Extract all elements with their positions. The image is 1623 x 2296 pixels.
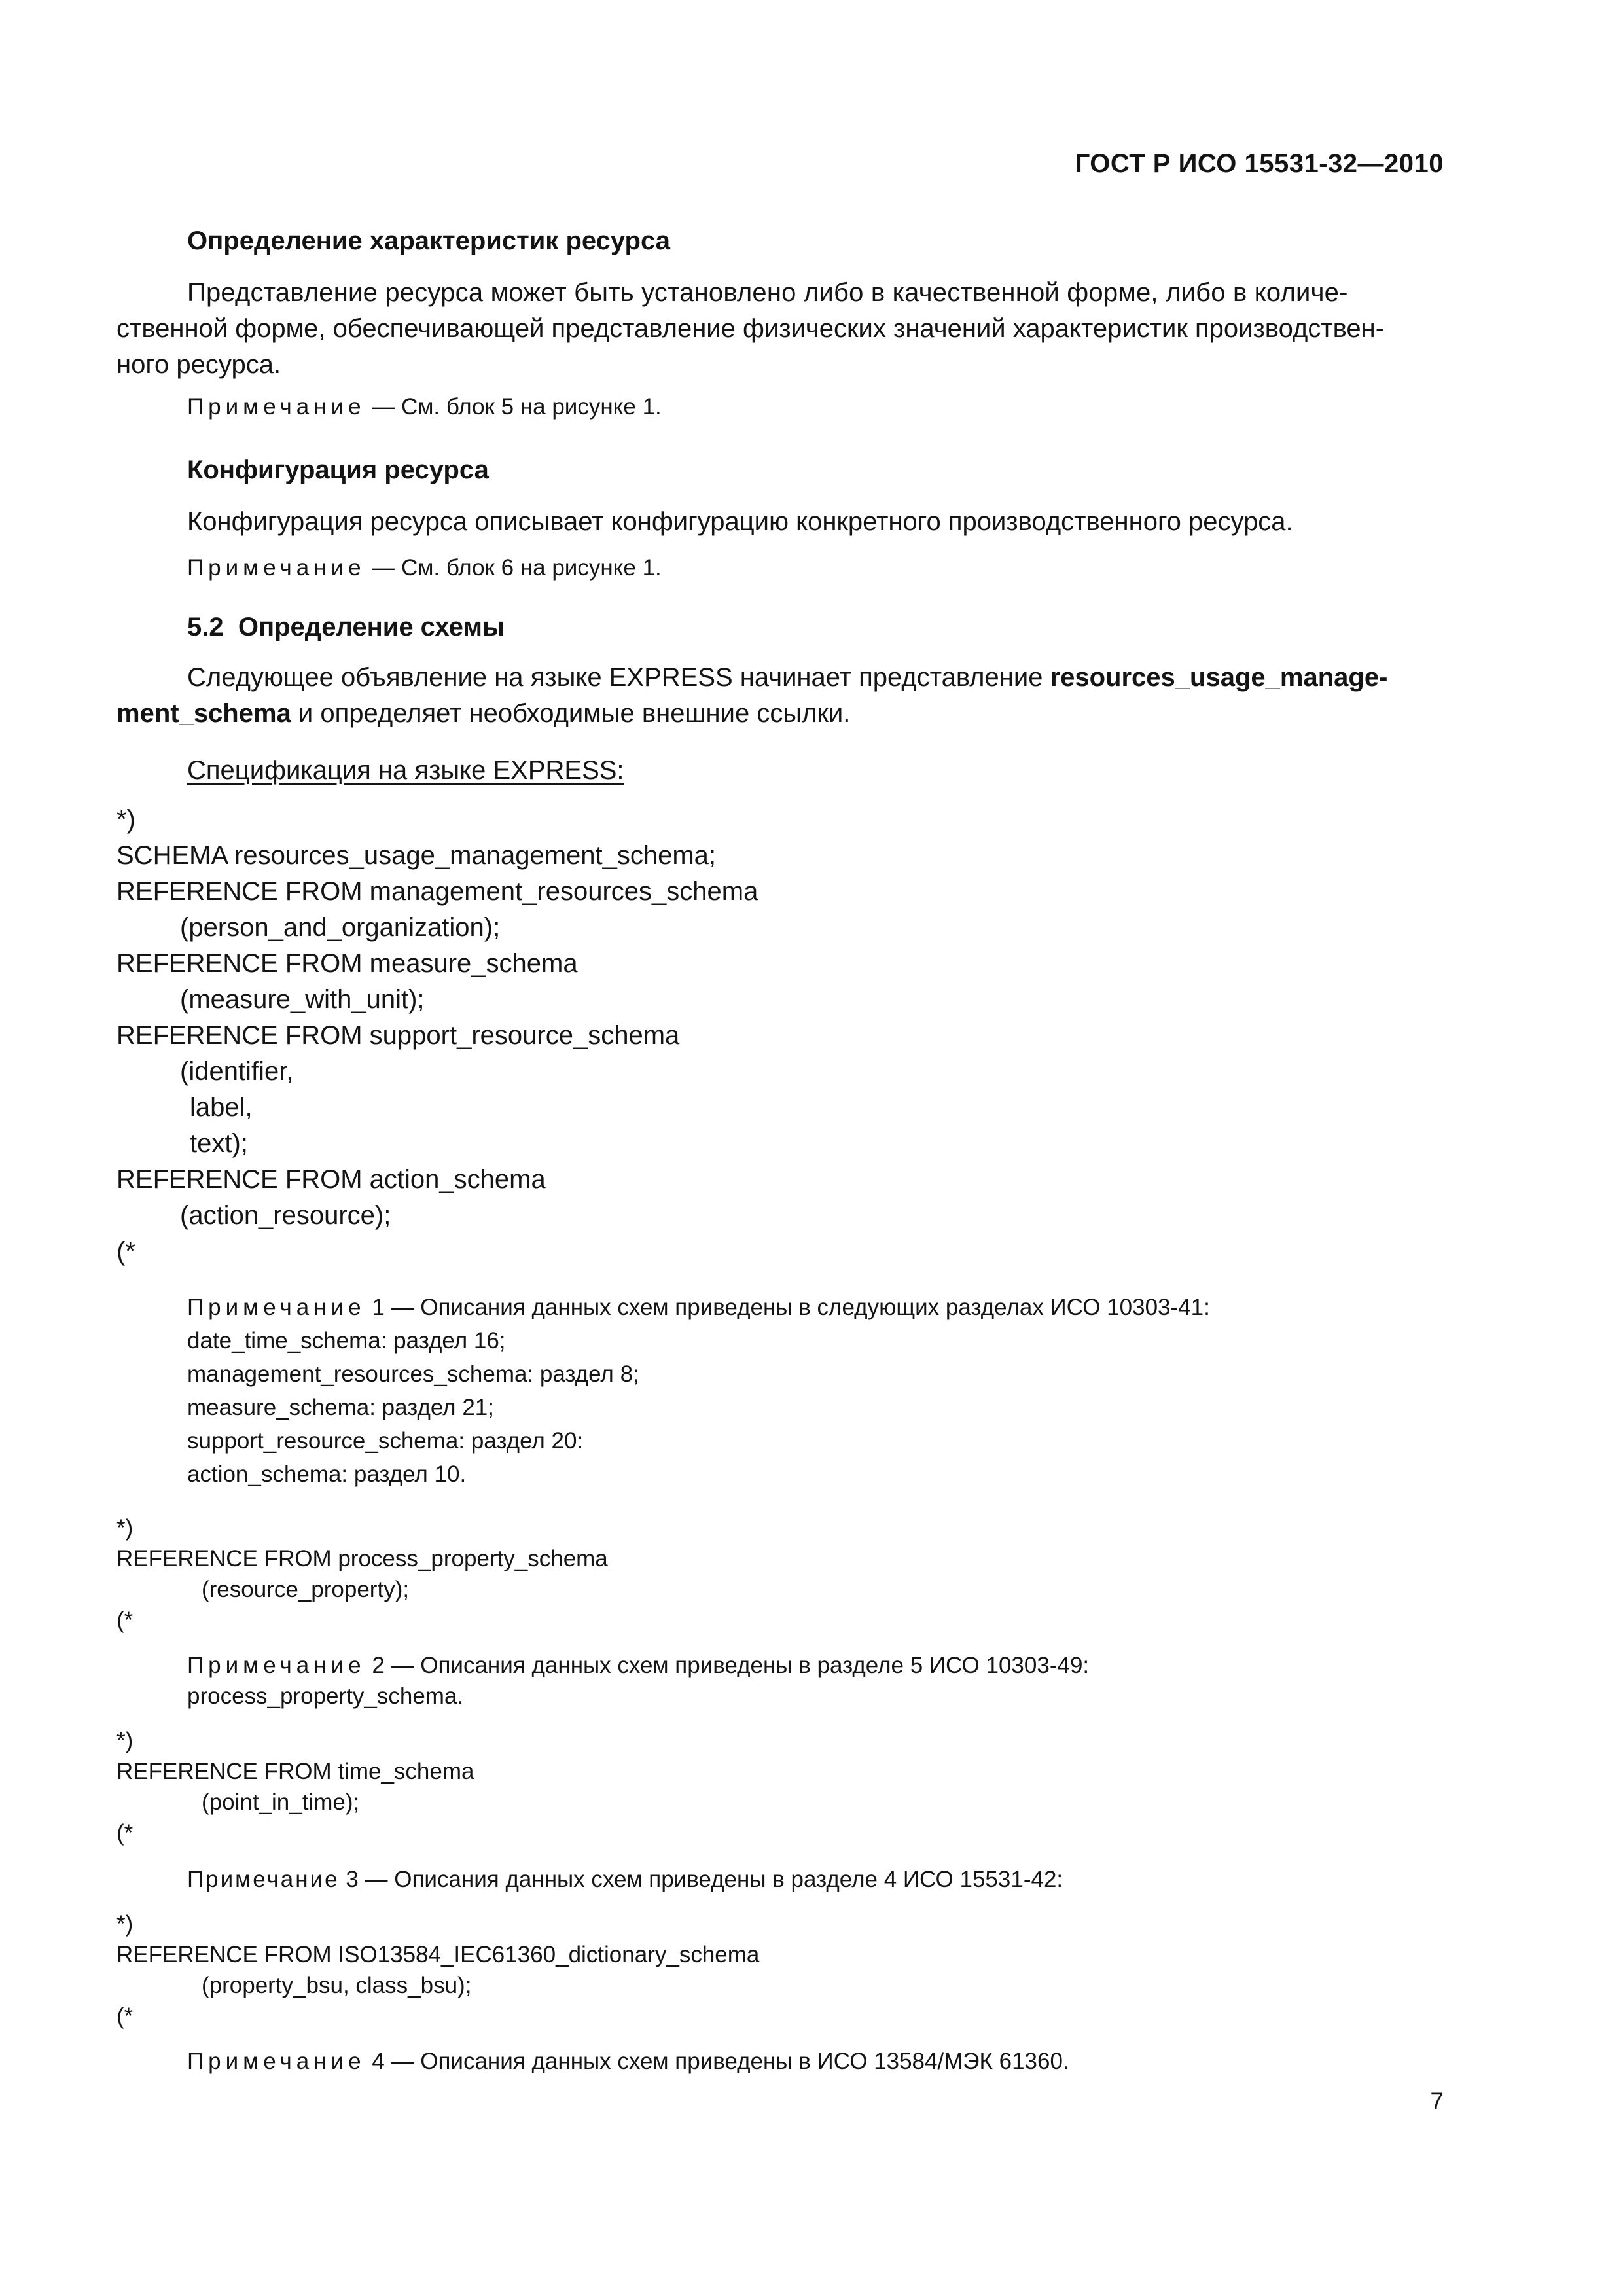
- code-line: REFERENCE FROM measure_schema: [116, 949, 578, 978]
- code-line: *): [116, 805, 135, 834]
- note-2-item: process_property_schema.: [187, 1683, 464, 1709]
- code-line: (measure_with_unit);: [180, 985, 425, 1014]
- page-number: 7: [1430, 2088, 1444, 2115]
- section-heading-configuration: Конфигурация ресурса: [187, 456, 489, 484]
- code-line: (*: [116, 2003, 134, 2029]
- note-1-item: measure_schema: раздел 21;: [187, 1395, 494, 1420]
- note-label: Примечание: [187, 1653, 366, 1678]
- code-line: (point_in_time);: [202, 1789, 360, 1815]
- note-text: 4 — Описания данных схем приведены в ИСО 13584/МЭК 61360.: [365, 2049, 1069, 2074]
- code-line: (*: [116, 1237, 135, 1266]
- note-characteristics: [187, 394, 662, 420]
- note-label: Примечание: [187, 2049, 366, 2074]
- code-line: (*: [116, 1607, 134, 1633]
- note-configuration: [187, 555, 662, 581]
- note-1: [187, 1295, 1210, 1321]
- document-code-header: ГОСТ Р ИСО 15531-32—2010: [1075, 149, 1444, 178]
- schema-name-part-2: ment_schema: [116, 699, 291, 728]
- code-line: *): [116, 1728, 134, 1753]
- section-number: 5.2: [187, 613, 224, 641]
- code-line: *): [116, 1911, 134, 1937]
- schema-definition-paragraph-line-1: [187, 660, 1387, 696]
- characteristics-paragraph-line-3: ного ресурса.: [116, 350, 281, 379]
- code-line: REFERENCE FROM process_property_schema: [116, 1546, 608, 1571]
- note-4: [187, 2049, 1069, 2075]
- code-line: (resource_property);: [202, 1577, 410, 1602]
- code-line: REFERENCE FROM management_resources_schema: [116, 877, 758, 906]
- note-1-item: support_resource_schema: раздел 20:: [187, 1428, 584, 1454]
- code-line: (action_resource);: [180, 1201, 391, 1230]
- configuration-paragraph: Конфигурация ресурса описывает конфигурацию конкретного производственного ресурса.: [187, 507, 1293, 536]
- note-3: [187, 1867, 1063, 1893]
- note-1-item: management_resources_schema: раздел 8;: [187, 1361, 639, 1387]
- note-text: — См. блок 6 на рисунке 1.: [365, 555, 662, 581]
- note-label: Примечание: [187, 555, 366, 581]
- characteristics-paragraph-line-1: Представление ресурса может быть установлено либо в качественной форме, либо в количе-: [187, 278, 1348, 307]
- code-line: (person_and_organization);: [180, 913, 501, 942]
- schema-definition-paragraph-line-2: [116, 696, 850, 732]
- code-line: text);: [190, 1129, 248, 1158]
- code-line: REFERENCE FROM time_schema: [116, 1759, 474, 1784]
- code-line: REFERENCE FROM action_schema: [116, 1165, 546, 1194]
- express-specification-label: Спецификация на языке EXPRESS:: [187, 756, 624, 785]
- section-heading-characteristics: Определение характеристик ресурса: [187, 226, 670, 255]
- code-line: *): [116, 1515, 134, 1541]
- note-text: 3 — Описания данных схем приведены в разделе 4 ИСО 15531-42:: [339, 1867, 1063, 1892]
- note-1-item: action_schema: раздел 10.: [187, 1462, 467, 1487]
- code-line: (identifier,: [180, 1057, 294, 1086]
- schema-name-part-1: resources_usage_manage-: [1050, 663, 1388, 692]
- code-line: REFERENCE FROM ISO13584_IEC61360_dictionary_schema: [116, 1942, 760, 1967]
- note-text: 1 — Описания данных схем приведены в следующих разделах ИСО 10303-41:: [365, 1295, 1210, 1320]
- section-title: Определение схемы: [238, 613, 505, 641]
- paragraph-suffix: и определяет необходимые внешние ссылки.: [291, 699, 851, 728]
- code-line: (*: [116, 1820, 134, 1846]
- note-1-item: date_time_schema: раздел 16;: [187, 1328, 506, 1354]
- note-2: [187, 1653, 1089, 1679]
- note-label: Примечание: [187, 1295, 366, 1320]
- note-label: Примечание: [187, 394, 366, 420]
- code-line: REFERENCE FROM support_resource_schema: [116, 1021, 680, 1050]
- code-line: (property_bsu, class_bsu);: [202, 1973, 472, 1998]
- note-text: 2 — Описания данных схем приведены в разделе 5 ИСО 10303-49:: [365, 1653, 1090, 1678]
- note-label: Примечание: [187, 1867, 340, 1892]
- characteristics-paragraph-line-2: ственной форме, обеспечивающей представление физических значений характеристик производствен-: [116, 314, 1385, 343]
- code-line: SCHEMA resources_usage_management_schema;: [116, 841, 717, 870]
- code-line: label,: [190, 1093, 253, 1122]
- section-heading-schema-definition: [187, 613, 505, 642]
- note-text: — См. блок 5 на рисунке 1.: [365, 394, 662, 420]
- paragraph-prefix: Следующее объявление на языке EXPRESS начинает представление: [187, 663, 1050, 692]
